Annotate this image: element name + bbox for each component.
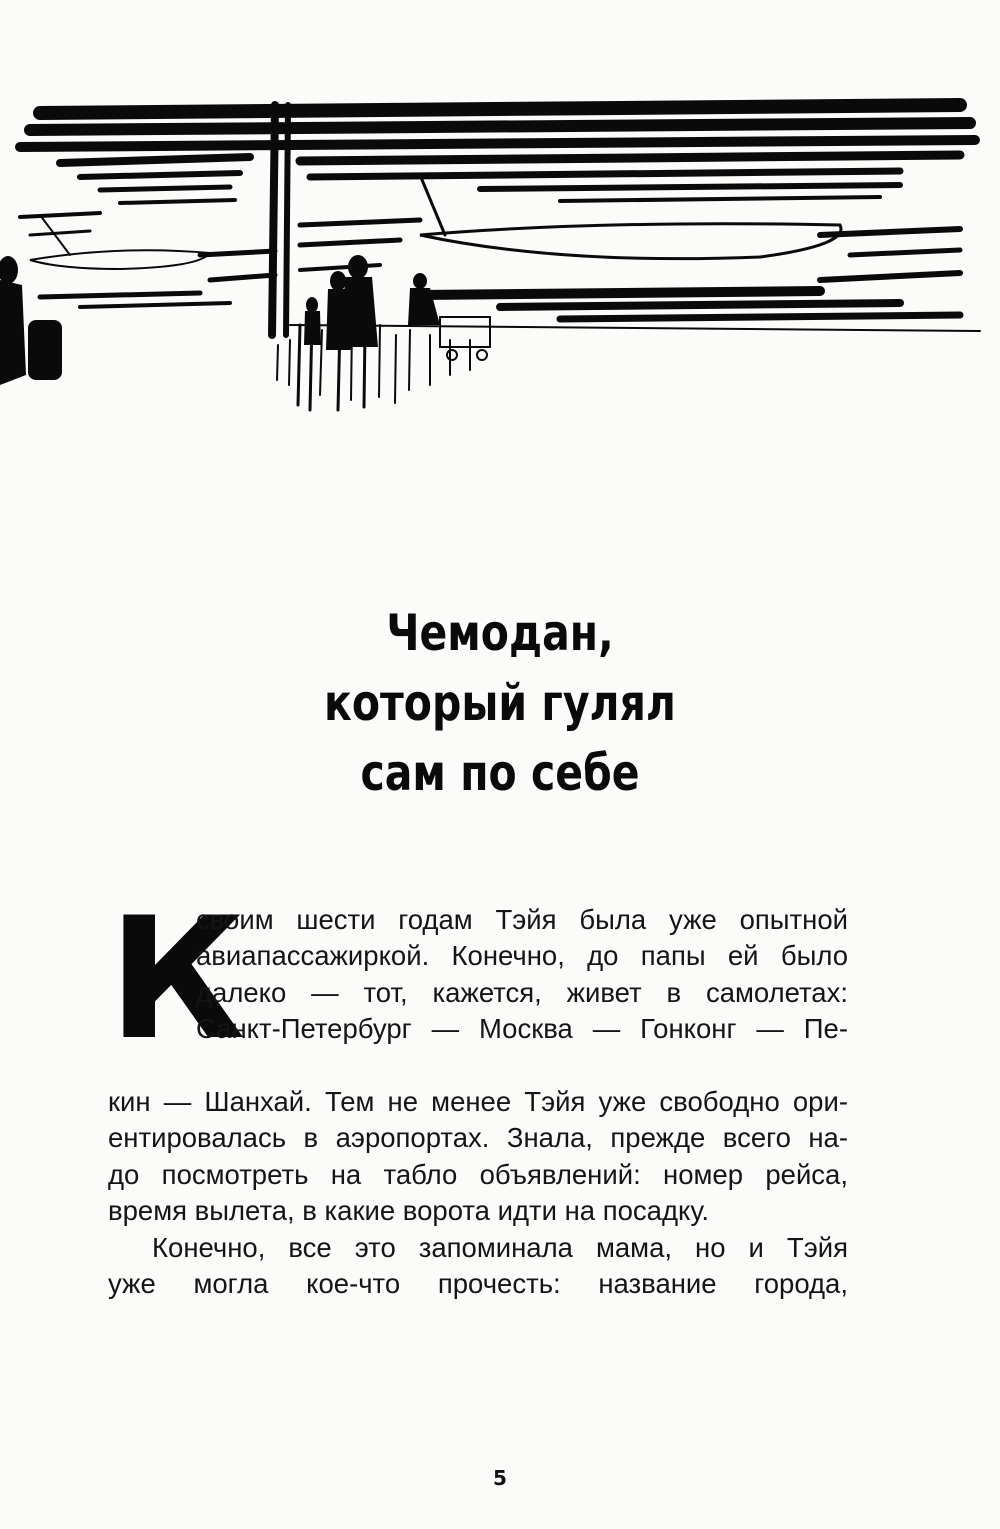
text-line: до посмотреть на табло объявлений: номер рейса,	[108, 1158, 848, 1190]
chapter-title-line: который гулял	[324, 674, 676, 732]
text-line: своим шести годам Тэйя была уже опытной	[196, 904, 848, 935]
airport-sketch-illustration	[0, 85, 1000, 415]
chapter-title	[0, 598, 1000, 808]
text-line: авиапассажиркой. Конечно, до папы ей было	[196, 940, 848, 972]
paragraph-1-indented	[196, 902, 848, 1048]
text-line: Конечно, все это запоминала мама, но и Тэйя	[152, 1231, 848, 1263]
chapter-title-line: Чемодан,	[386, 604, 614, 662]
text-line: уже могла кое-что прочесть: название города,	[108, 1267, 848, 1299]
text-line: далеко — тот, кажется, живет в самолетах:	[196, 976, 848, 1008]
page-number: 5	[493, 1466, 507, 1490]
text-line: ентировалась в аэропортах. Знала, прежде всего на-	[108, 1122, 848, 1154]
text-line: Санкт-Петербург — Москва — Гонконг — Пе-	[196, 1013, 848, 1045]
paragraph-1-full	[108, 1084, 848, 1302]
text-line: кин — Шанхай. Тем не менее Тэйя уже свободно ори-	[108, 1086, 848, 1117]
text-line: время вылета, в какие ворота идти на посадку.	[108, 1195, 709, 1227]
drop-cap-letter: К	[108, 881, 246, 1077]
chapter-title-line: сам по себе	[360, 744, 640, 802]
